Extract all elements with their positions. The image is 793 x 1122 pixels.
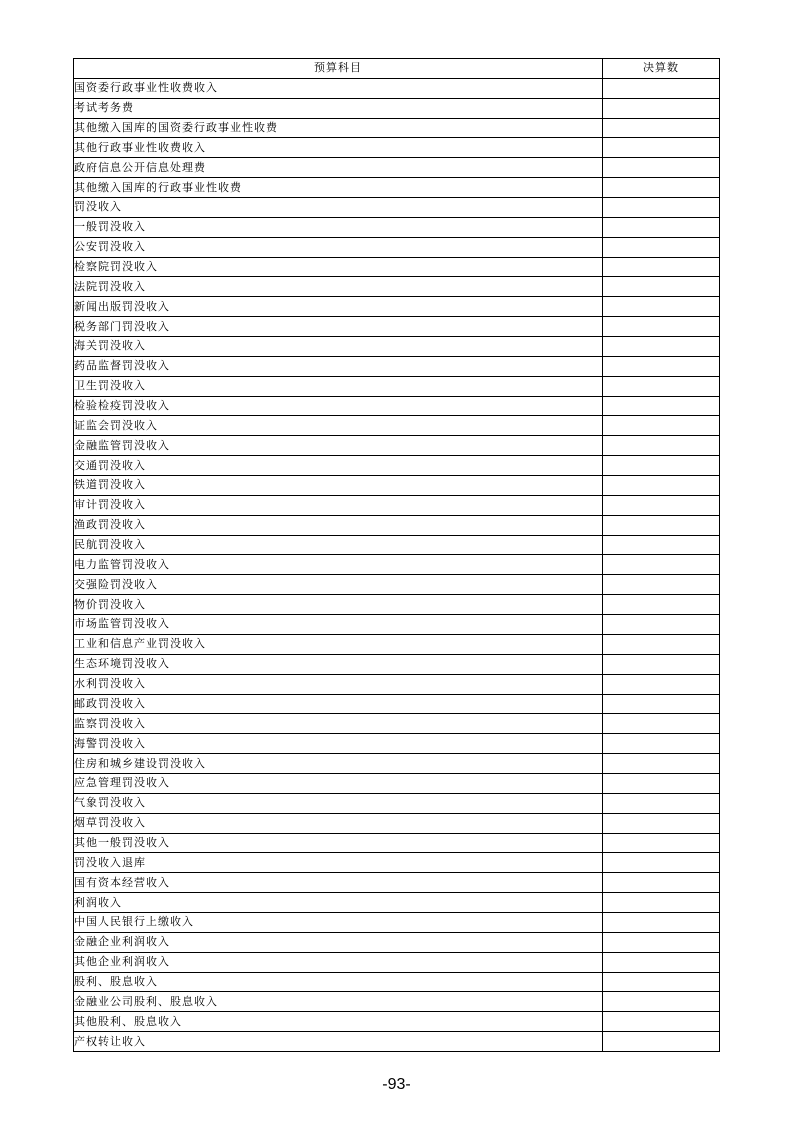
amount-cell — [603, 217, 720, 237]
amount-cell — [603, 416, 720, 436]
amount-cell — [603, 654, 720, 674]
table-row — [74, 356, 720, 376]
subject-cell: 其他股利、股息收入 — [74, 1012, 603, 1032]
subject-cell: 政府信息公开信息处理费 — [74, 158, 603, 178]
subject-cell: 产权转让收入 — [74, 1032, 603, 1052]
subject-cell: 金融监管罚没收入 — [74, 436, 603, 456]
table-row — [74, 237, 720, 257]
table-row — [74, 277, 720, 297]
amount-cell — [603, 257, 720, 277]
subject-cell: 气象罚没收入 — [74, 793, 603, 813]
subject-cell: 股利、股息收入 — [74, 972, 603, 992]
amount-cell — [603, 476, 720, 496]
table-row — [74, 337, 720, 357]
subject-cell: 应急管理罚没收入 — [74, 773, 603, 793]
subject-cell: 市场监管罚没收入 — [74, 615, 603, 635]
table-row — [74, 873, 720, 893]
table-row — [74, 178, 720, 198]
table-row — [74, 257, 720, 277]
subject-cell: 民航罚没收入 — [74, 535, 603, 555]
subject-cell: 工业和信息产业罚没收入 — [74, 634, 603, 654]
subject-cell: 渔政罚没收入 — [74, 515, 603, 535]
subject-cell: 其他企业利润收入 — [74, 952, 603, 972]
subject-cell: 水利罚没收入 — [74, 674, 603, 694]
table-row — [74, 833, 720, 853]
table-row — [74, 515, 720, 535]
table-row — [74, 893, 720, 913]
amount-cell — [603, 436, 720, 456]
table-row — [74, 456, 720, 476]
amount-cell — [603, 972, 720, 992]
amount-cell — [603, 595, 720, 615]
subject-cell: 中国人民银行上缴收入 — [74, 912, 603, 932]
subject-cell: 新闻出版罚没收入 — [74, 297, 603, 317]
table-row — [74, 734, 720, 754]
amount-cell — [603, 535, 720, 555]
subject-cell: 药品监督罚没收入 — [74, 356, 603, 376]
table-row — [74, 317, 720, 337]
amount-cell — [603, 674, 720, 694]
table-row — [74, 118, 720, 138]
subject-cell: 公安罚没收入 — [74, 237, 603, 257]
amount-cell — [603, 138, 720, 158]
subject-cell: 金融企业利润收入 — [74, 932, 603, 952]
subject-cell: 物价罚没收入 — [74, 595, 603, 615]
table-row — [74, 714, 720, 734]
table-row — [74, 158, 720, 178]
table-row — [74, 297, 720, 317]
subject-cell: 考试考务费 — [74, 98, 603, 118]
table-row — [74, 992, 720, 1012]
budget-table — [73, 58, 720, 1052]
table-header-row — [74, 59, 720, 79]
subject-cell: 海关罚没收入 — [74, 337, 603, 357]
subject-cell: 其他缴入国库的行政事业性收费 — [74, 178, 603, 198]
subject-cell: 邮政罚没收入 — [74, 694, 603, 714]
table-row — [74, 98, 720, 118]
amount-cell — [603, 793, 720, 813]
subject-cell: 海警罚没收入 — [74, 734, 603, 754]
amount-cell — [603, 495, 720, 515]
amount-cell — [603, 277, 720, 297]
amount-cell — [603, 317, 720, 337]
subject-cell: 住房和城乡建设罚没收入 — [74, 754, 603, 774]
subject-cell: 电力监管罚没收入 — [74, 555, 603, 575]
table-row — [74, 754, 720, 774]
amount-cell — [603, 297, 720, 317]
subject-cell: 检察院罚没收入 — [74, 257, 603, 277]
amount-cell — [603, 1032, 720, 1052]
table-row — [74, 416, 720, 436]
subject-cell: 交强险罚没收入 — [74, 575, 603, 595]
table-row — [74, 396, 720, 416]
table-row — [74, 376, 720, 396]
amount-cell — [603, 356, 720, 376]
table-row — [74, 495, 720, 515]
table-row — [74, 813, 720, 833]
amount-cell — [603, 337, 720, 357]
subject-cell: 烟草罚没收入 — [74, 813, 603, 833]
subject-cell: 税务部门罚没收入 — [74, 317, 603, 337]
table-body — [74, 78, 720, 1051]
amount-cell — [603, 515, 720, 535]
amount-cell — [603, 555, 720, 575]
amount-cell — [603, 634, 720, 654]
subject-cell: 金融业公司股利、股息收入 — [74, 992, 603, 1012]
table-row — [74, 972, 720, 992]
subject-cell: 其他行政事业性收费收入 — [74, 138, 603, 158]
page-number: -93- — [382, 1076, 411, 1093]
amount-cell — [603, 118, 720, 138]
amount-cell — [603, 376, 720, 396]
table-row — [74, 932, 720, 952]
subject-cell: 检验检疫罚没收入 — [74, 396, 603, 416]
subject-cell: 法院罚没收入 — [74, 277, 603, 297]
table-row — [74, 476, 720, 496]
subject-cell: 卫生罚没收入 — [74, 376, 603, 396]
table-row — [74, 138, 720, 158]
header-amount: 决算数 — [603, 59, 720, 79]
amount-cell — [603, 873, 720, 893]
subject-cell: 一般罚没收入 — [74, 217, 603, 237]
subject-cell: 罚没收入 — [74, 198, 603, 218]
amount-cell — [603, 456, 720, 476]
table-row — [74, 694, 720, 714]
table-row — [74, 773, 720, 793]
table-row — [74, 1012, 720, 1032]
amount-cell — [603, 992, 720, 1012]
table-row — [74, 793, 720, 813]
amount-cell — [603, 754, 720, 774]
subject-cell: 证监会罚没收入 — [74, 416, 603, 436]
amount-cell — [603, 694, 720, 714]
table-row — [74, 674, 720, 694]
amount-cell — [603, 615, 720, 635]
subject-cell: 铁道罚没收入 — [74, 476, 603, 496]
table-row — [74, 595, 720, 615]
table-row — [74, 634, 720, 654]
amount-cell — [603, 932, 720, 952]
amount-cell — [603, 853, 720, 873]
table-row — [74, 615, 720, 635]
subject-cell: 罚没收入退库 — [74, 853, 603, 873]
amount-cell — [603, 893, 720, 913]
table-row — [74, 1032, 720, 1052]
table-row — [74, 217, 720, 237]
amount-cell — [603, 158, 720, 178]
table-row — [74, 436, 720, 456]
table-row — [74, 535, 720, 555]
table-row — [74, 78, 720, 98]
subject-cell: 国有资本经营收入 — [74, 873, 603, 893]
header-subject: 预算科目 — [74, 59, 603, 79]
amount-cell — [603, 833, 720, 853]
table-row — [74, 654, 720, 674]
amount-cell — [603, 1012, 720, 1032]
amount-cell — [603, 773, 720, 793]
amount-cell — [603, 813, 720, 833]
amount-cell — [603, 734, 720, 754]
subject-cell: 生态环境罚没收入 — [74, 654, 603, 674]
amount-cell — [603, 78, 720, 98]
table-row — [74, 952, 720, 972]
amount-cell — [603, 396, 720, 416]
amount-cell — [603, 575, 720, 595]
table-row — [74, 853, 720, 873]
amount-cell — [603, 198, 720, 218]
amount-cell — [603, 714, 720, 734]
table-row — [74, 555, 720, 575]
subject-cell: 国资委行政事业性收费收入 — [74, 78, 603, 98]
subject-cell: 监察罚没收入 — [74, 714, 603, 734]
table-row — [74, 198, 720, 218]
amount-cell — [603, 237, 720, 257]
table-row — [74, 912, 720, 932]
subject-cell: 审计罚没收入 — [74, 495, 603, 515]
subject-cell: 利润收入 — [74, 893, 603, 913]
subject-cell: 交通罚没收入 — [74, 456, 603, 476]
amount-cell — [603, 952, 720, 972]
subject-cell: 其他一般罚没收入 — [74, 833, 603, 853]
amount-cell — [603, 912, 720, 932]
amount-cell — [603, 178, 720, 198]
table-row — [74, 575, 720, 595]
subject-cell: 其他缴入国库的国资委行政事业性收费 — [74, 118, 603, 138]
amount-cell — [603, 98, 720, 118]
